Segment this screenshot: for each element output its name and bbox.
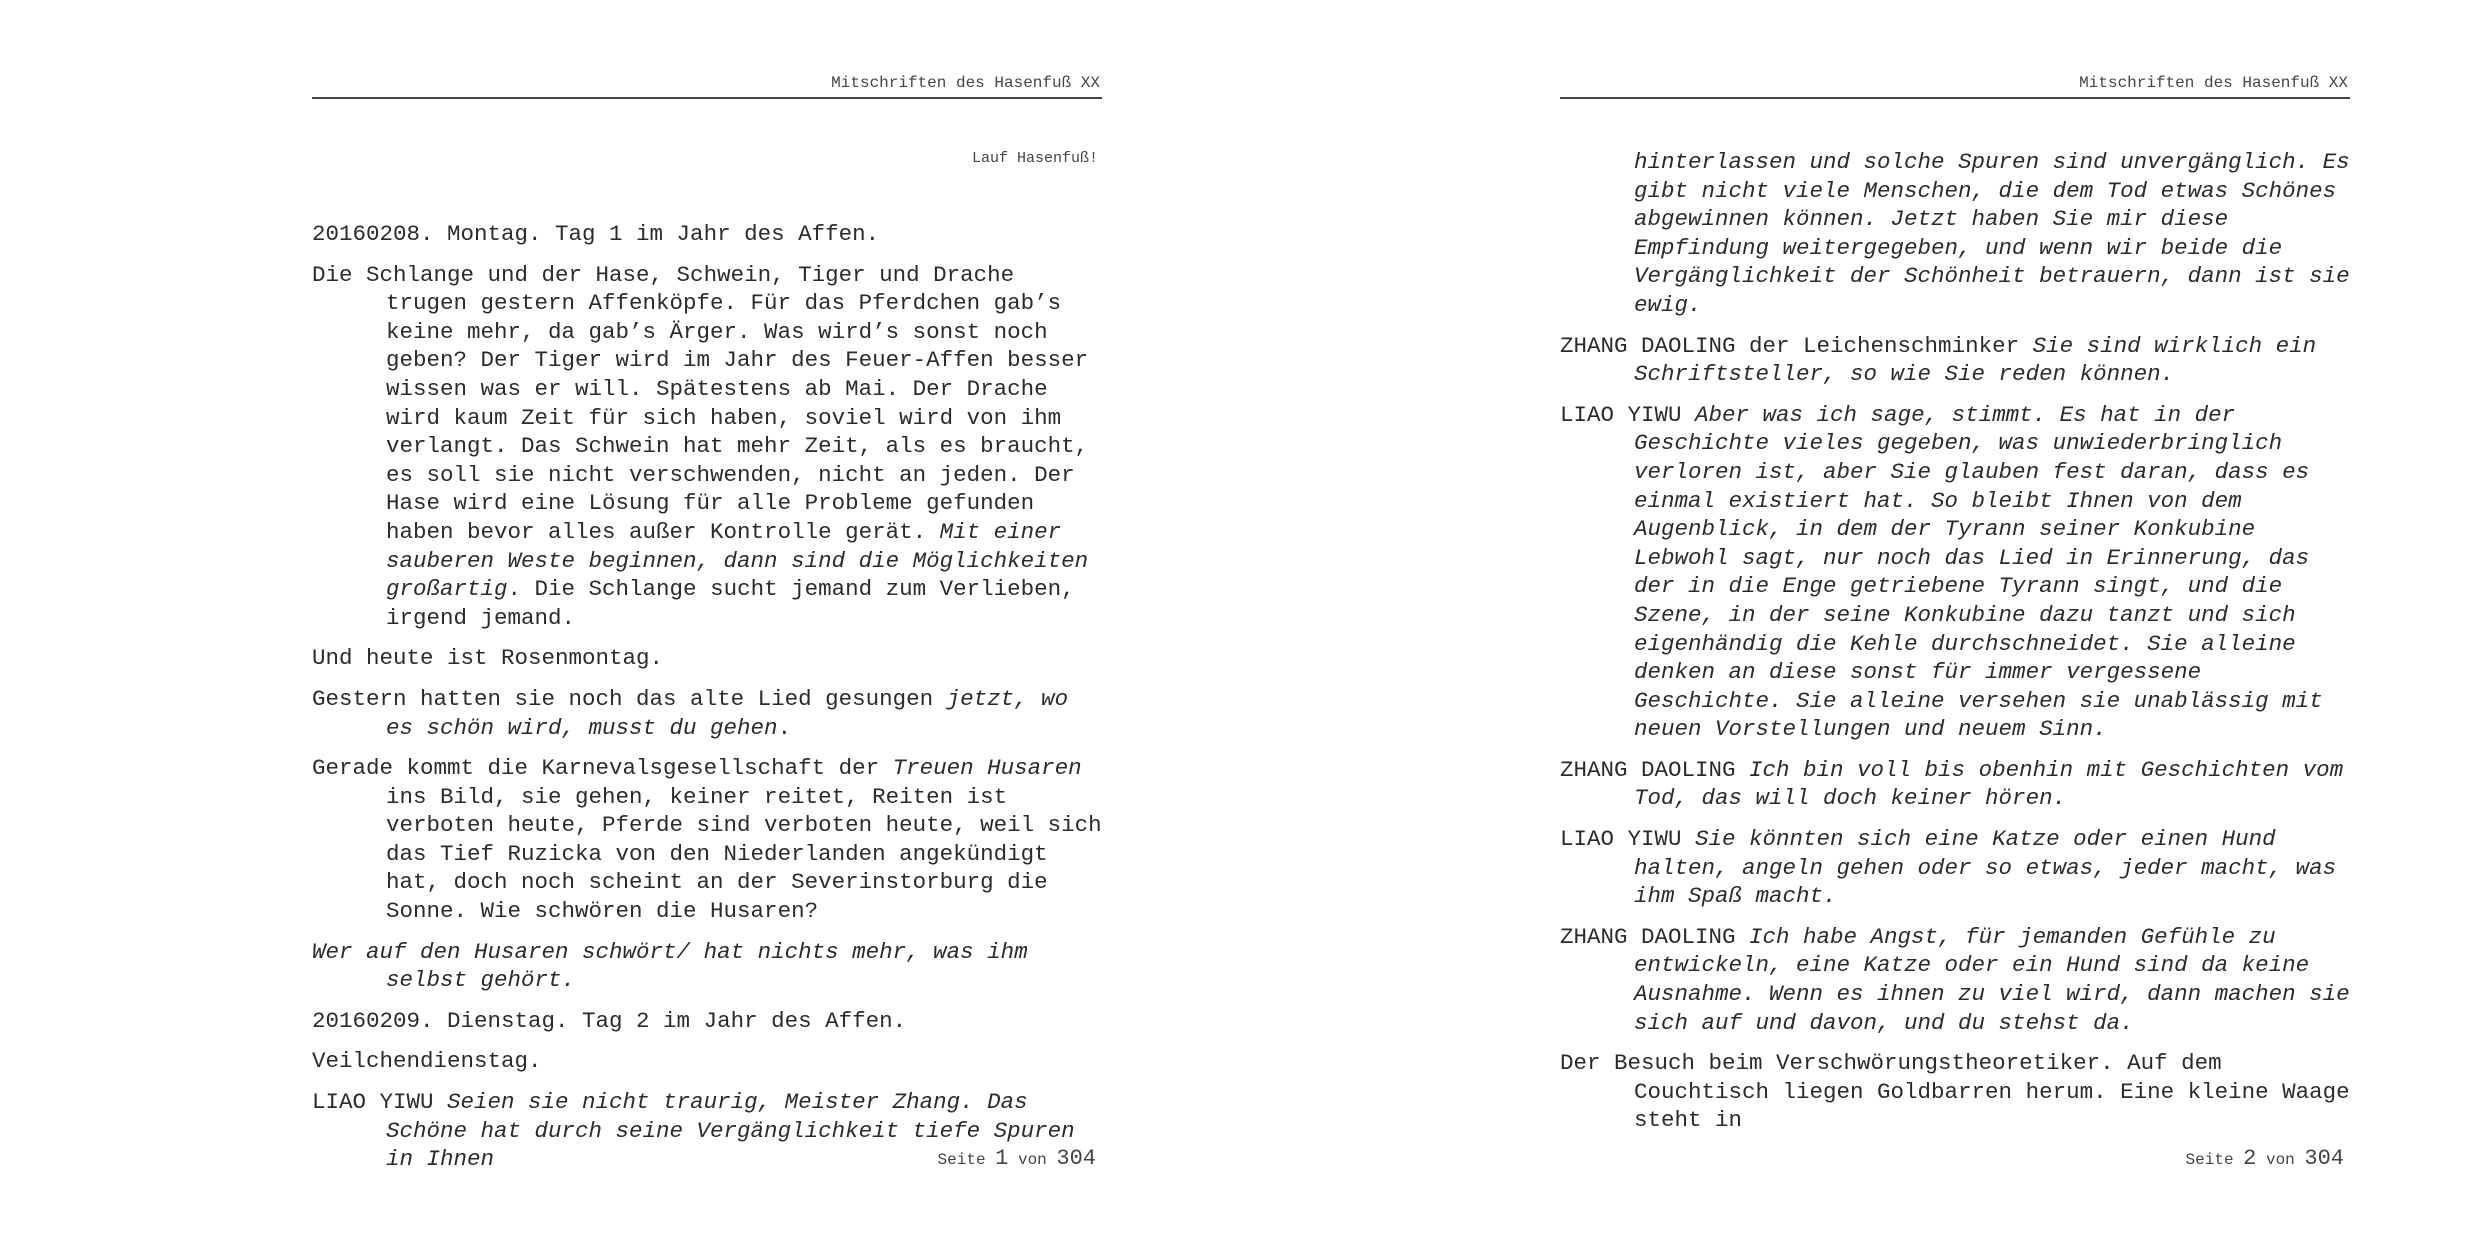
dialogue-line: ZHANG DAOLING der Leichenschminker Sie sind wirklich ein Schriftsteller, so wie Sie reden können. <box>1560 332 2317 388</box>
motto: Lauf Hasenfuß! <box>971 150 1098 167</box>
dialogue-line: LIAO YIWU Aber was ich sage, stimmt. Es hat in der Geschichte vieles gegeben, was unwiederbringlich verloren ist, aber Sie glauben fest daran, dass es einmal existiert hat. So bleibt Ihnen von dem Augenblick, in dem der Tyrann seiner Konkubine Lebwohl sagt, nur noch das Lied in Erinnerung, das der in die Enge getriebene Tyrann singt, und die Szene, in der seine Konkubine dazu tanzt und sich eigenhändig die Kehle durchschneidet. Sie alleine denken an diese sonst für immer vergessene Geschichte. Sie alleine versehen sie unablässig mit neuen Vorstellungen und neuem Sinn. <box>1560 401 2323 743</box>
right-page <box>1560 0 2350 1240</box>
dialogue-line: ZHANG DAOLING Ich habe Angst, für jemanden Gefühle zu entwickeln, eine Katze oder ein Hund sind da keine Ausnahme. Wenn es ihnen zu viel wird, dann machen sie sich auf und davon, und du stehst da. <box>1560 923 2350 1036</box>
paragraph: Und heute ist Rosenmontag. <box>312 645 664 672</box>
page-body <box>312 220 1102 1186</box>
speaker-name: ZHANG DAOLING <box>1560 923 1750 950</box>
paragraph: Der Besuch beim Verschwörungstheoretiker. Auf dem Couchtisch liegen Goldbarren herum. Eine kleine Waage steht in <box>1560 1050 2350 1134</box>
paragraph-continuation: hinterlassen und solche Spuren sind unvergänglich. Es gibt nicht viele Menschen, die dem Tod etwas Schönes abgewinnen können. Jetzt haben Sie mir diese Empfindung weitergegeben, und wenn wir beide die Vergänglichkeit der Schönheit betrauern, dann ist sie ewig. <box>1634 149 2350 318</box>
paragraph: Gestern hatten sie noch das alte Lied gesungen jetzt, wo es schön wird, musst du gehen. <box>312 685 1069 741</box>
page-number: Seite 1 von 304 <box>937 1146 1096 1171</box>
paragraph: Gerade kommt die Karnevalsgesellschaft der Treuen Husaren ins Bild, sie gehen, keiner reitet, Reiten ist verboten heute, Pferde sind verboten heute, weil sich das Tief Ruzicka von den Niederlanden angekündigt hat, doch noch scheint an der Severinstorburg die Sonne. Wie schwören die Husaren? <box>312 755 1102 925</box>
header-rule <box>312 97 1102 99</box>
dialogue-line: ZHANG DAOLING Ich bin voll bis obenhin mit Geschichten vom Tod, das will doch keiner hören. <box>1560 756 2344 812</box>
speaker-name: LIAO YIWU <box>312 1089 448 1116</box>
running-header: Mitschriften des Hasenfuß XX <box>2079 74 2348 92</box>
speaker-name: LIAO YIWU <box>1560 826 1696 853</box>
speaker-name: ZHANG DAOLING <box>1560 756 1750 783</box>
speaker-name: LIAO YIWU <box>1560 401 1696 428</box>
dialogue-line: LIAO YIWU Seien sie nicht traurig, Meister Zhang. Das Schöne hat durch seine Vergänglichkeit tiefe Spuren in Ihnen <box>312 1089 1075 1173</box>
paragraph: 20160209. Dienstag. Tag 2 im Jahr des Affen. <box>312 1007 907 1034</box>
paragraph: Wer auf den Husaren schwört/ hat nichts mehr, was ihm selbst gehört. <box>312 938 1028 994</box>
paragraph: Die Schlange und der Hase, Schwein, Tiger und Drache trugen gestern Affenköpfe. Für das Pferdchen gab’s keine mehr, da gab’s Ärger. Was wird’s sonst noch geben? Der Tiger wird im Jahr des Feuer-Affen besser wissen was er will. Spätestens ab Mai. Der Drache wird kaum Zeit für sich haben, soviel wird von ihm verlangt. Das Schwein hat mehr Zeit, als es braucht, es soll sie nicht verschwenden, nicht an jeden. Der Hase wird eine Lösung für alle Probleme gefunden haben bevor alles außer Kontrolle gerät. Mit einer sauberen Weste beginnen, dann sind die Möglichkeiten großartig. Die Schlange sucht jemand zum Verlieben, irgend jemand. <box>312 261 1089 631</box>
paragraph: Veilchendienstag. <box>312 1048 542 1075</box>
left-page <box>312 0 1102 1240</box>
header-rule <box>1560 97 2350 99</box>
dialogue-line: LIAO YIWU Sie könnten sich eine Katze oder einen Hund halten, angeln gehen oder so etwas, jeder macht, was ihm Spaß macht. <box>1560 826 2337 910</box>
running-header: Mitschriften des Hasenfuß XX <box>831 74 1100 92</box>
speaker-name: ZHANG DAOLING der Leichenschminker <box>1560 332 2033 359</box>
paragraph: 20160208. Montag. Tag 1 im Jahr des Affen. <box>312 221 880 247</box>
page-number: Seite 2 von 304 <box>2185 1146 2344 1171</box>
page-body <box>1560 148 2350 1147</box>
